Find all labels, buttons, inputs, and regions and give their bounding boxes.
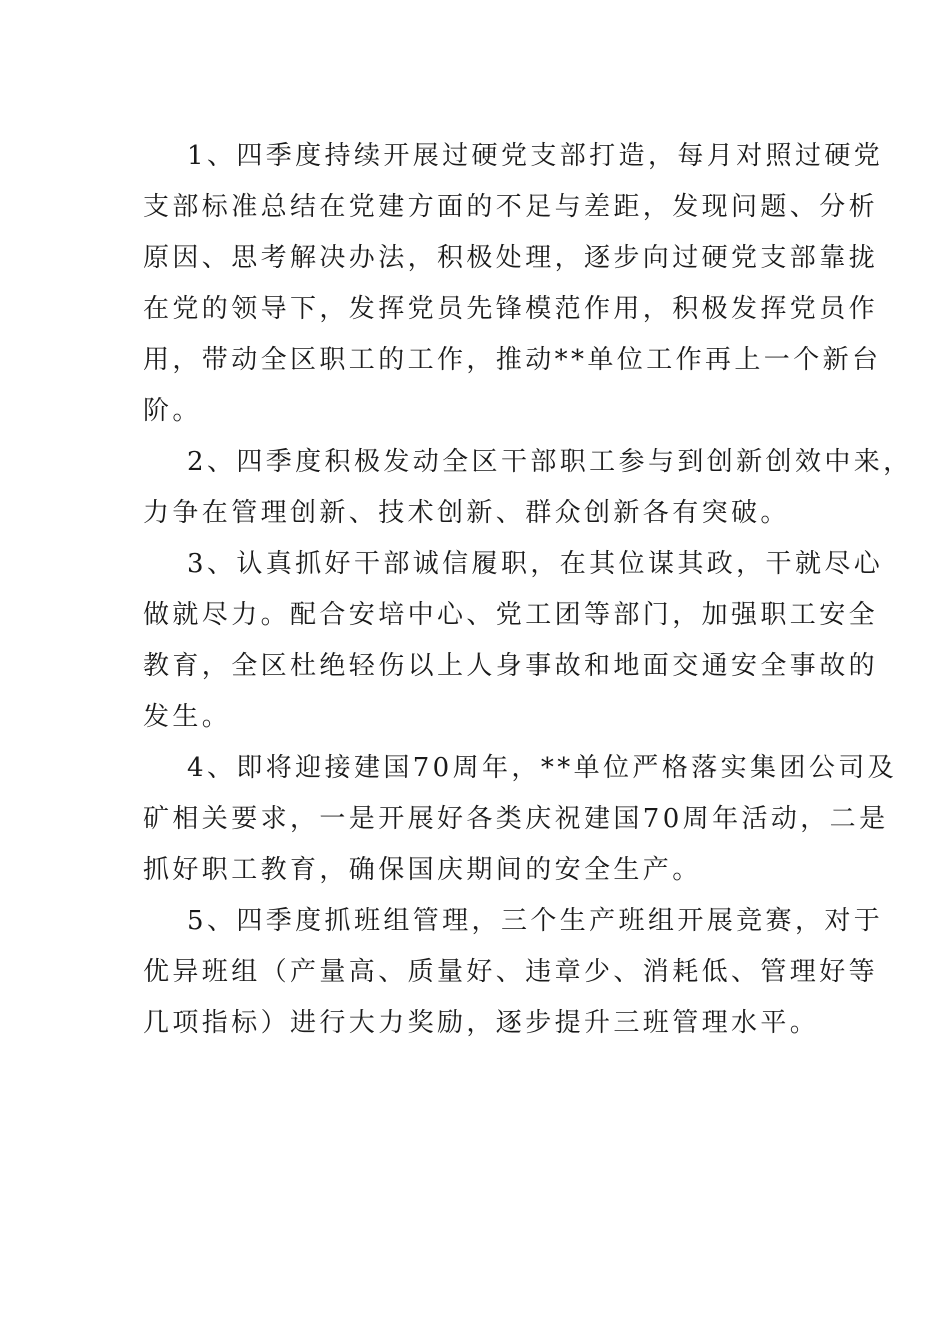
text-line: 2、四季度积极发动全区干部职工参与到创新创效中来， [187, 447, 913, 477]
paragraph-5 [143, 896, 884, 1049]
paragraph-2 [143, 437, 913, 539]
text-line: 几项指标）进行大力奖励，逐步提升三班管理水平。 [143, 1008, 820, 1038]
text-line: 5、四季度抓班组管理，三个生产班组开展竞赛，对于 [187, 906, 884, 936]
text-line: 力争在管理创新、技术创新、群众创新各有突破。 [143, 498, 790, 528]
text-line: 做就尽力。配合安培中心、党工团等部门，加强职工安全 [143, 600, 879, 630]
paragraph-4 [143, 743, 898, 896]
text-line: 在党的领导下，发挥党员先锋模范作用，积极发挥党员作 [143, 294, 879, 324]
text-line: 用，带动全区职工的工作，推动**单位工作再上一个新台 [143, 345, 882, 375]
text-line: 矿相关要求，一是开展好各类庆祝建国70周年活动，二是 [143, 804, 889, 834]
paragraph-1 [143, 131, 884, 437]
text-line: 优异班组（产量高、质量好、违章少、消耗低、管理好等 [143, 957, 879, 987]
text-line: 发生。 [143, 702, 232, 732]
text-line: 1、四季度持续开展过硬党支部打造，每月对照过硬党 [187, 141, 884, 171]
text-line: 3、认真抓好干部诚信履职，在其位谋其政，干就尽心 [187, 549, 884, 579]
paragraph-3 [143, 539, 884, 743]
text-line: 4、即将迎接建国70周年，**单位严格落实集团公司及 [187, 753, 898, 783]
text-line: 支部标准总结在党建方面的不足与差距，发现问题、分析 [143, 192, 879, 222]
text-line: 阶。 [143, 396, 202, 426]
text-line: 抓好职工教育，确保国庆期间的安全生产。 [143, 855, 702, 885]
text-line: 教育，全区杜绝轻伤以上人身事故和地面交通安全事故的 [143, 651, 879, 681]
text-line: 原因、思考解决办法，积极处理，逐步向过硬党支部靠拢 [143, 243, 879, 273]
document-body [143, 131, 913, 1049]
